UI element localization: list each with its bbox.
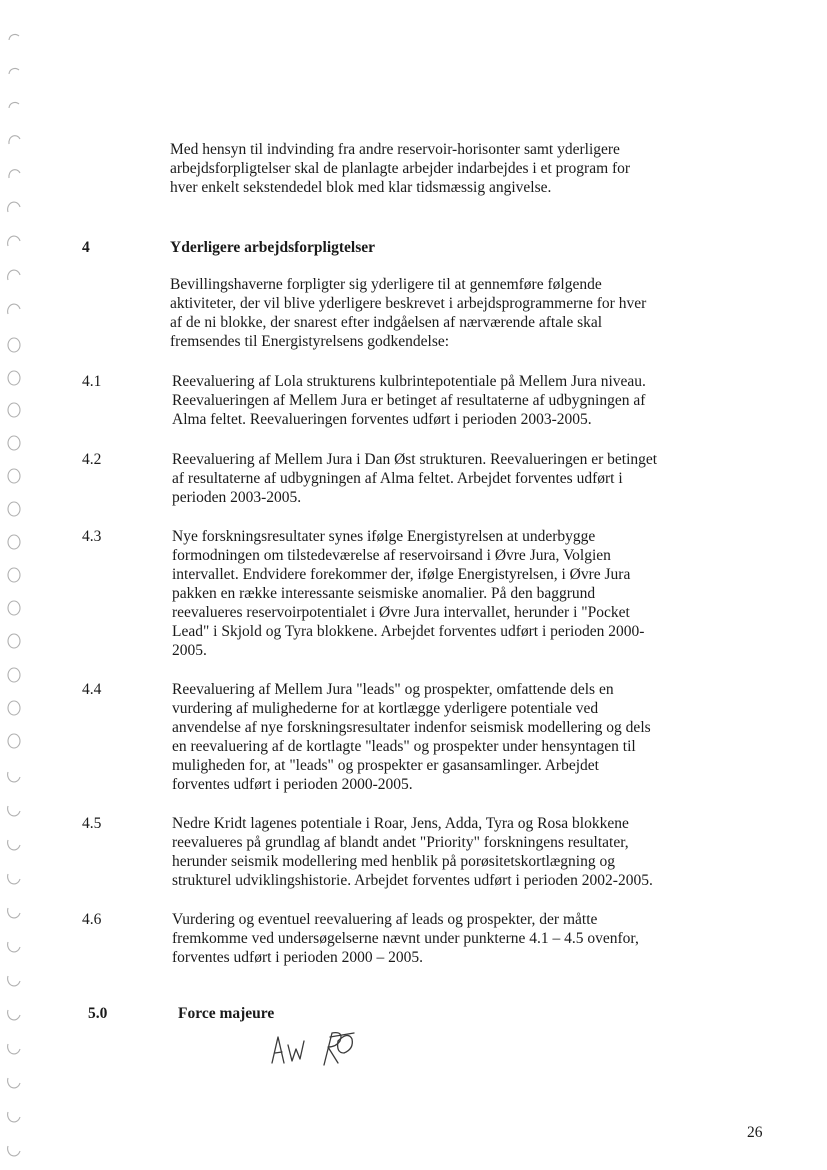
section-5-title: Force majeure [178,1005,275,1022]
item-line: Nye forskningsresultater synes ifølge Energistyrelsen at underbygge [172,528,596,545]
item-line: pakken en række interessante seismiske anomalier. På den baggrund [172,585,596,602]
item-4-2-number: 4.2 [82,451,102,468]
section-4-line: aktiviteter, der vil blive yderligere beskrevet i arbejdsprogrammerne for hver [170,295,647,312]
item-line: anvendelse af nye forskningsresultater indenfor seismisk modellering og dels [172,719,651,736]
item-4-1-paragraph [172,372,717,429]
item-line: reevalueres på grundlag af blandt andet "Priority" forskningens resultater, [172,834,629,851]
item-4-6-paragraph [172,910,717,967]
item-4-1-number: 4.1 [82,373,102,390]
intro-line: hver enkelt sekstendedel blok med klar tidsmæssig angivelse. [170,179,552,196]
item-4-4-paragraph [172,680,717,794]
item-4-5-paragraph [172,814,717,890]
initials-signature [268,1025,368,1070]
item-4-3-number: 4.3 [82,528,102,545]
section-4-line: Bevillingshaverne forpligter sig yderligere til at gennemføre følgende [170,276,602,293]
item-line: strukturel udviklingshistorie. Arbejdet forventes udført i perioden 2002-2005. [172,872,653,889]
item-line: forventes udført i perioden 2000-2005. [172,776,413,793]
page-number: 26 [747,1124,763,1141]
item-4-2-paragraph [172,450,717,507]
intro-paragraph [170,140,700,197]
item-line: fremkomme ved undersøgelserne nævnt under punkterne 4.1 – 4.5 ovenfor, [172,930,639,947]
intro-line: arbejdsforpligtelser skal de planlagte arbejder indarbejdes i et program for [170,160,631,177]
item-line: forventes udført i perioden 2000 – 2005. [172,949,423,966]
item-line: Reevaluering af Mellem Jura i Dan Øst strukturen. Reevalueringen er betinget [172,451,658,468]
section-4-title: Yderligere arbejdsforpligtelser [170,239,376,256]
item-4-3-paragraph [172,527,717,660]
item-line: herunder seismik modellering med henblik på porøsitetskortlægning og [172,853,615,870]
binder-holes-graphic [0,0,30,1170]
section-5-number: 5.0 [88,1005,108,1022]
item-line: 2005. [172,642,207,659]
item-line: perioden 2003-2005. [172,489,302,506]
item-line: vurdering af mulighederne for at kortlægge yderligere potentiale ved [172,700,599,717]
item-line: en reevaluering af de kortlagte "leads" og prospekter under hensyntagen til [172,738,636,755]
item-4-5-number: 4.5 [82,815,102,832]
item-line: Vurdering og eventuel reevaluering af leads og prospekter, der måtte [172,911,598,928]
item-line: Reevalueringen af Mellem Jura er betinget af resultaterne af udbygningen af [172,392,646,409]
binder-holes [0,0,30,1170]
handwritten-initials [268,1025,368,1075]
item-line: Alma feltet. Reevalueringen forventes udført i perioden 2003-2005. [172,411,592,428]
item-line: muligheden for, at "leads" og prospekter er gasansamlinger. Arbejdet [172,757,599,774]
item-line: Reevaluering af Mellem Jura "leads" og prospekter, omfattende dels en [172,681,614,698]
item-4-6-number: 4.6 [82,911,102,928]
item-line: reevalueres reservoirpotentialet i Øvre Jura intervallet, herunder i "Pocket [172,604,630,621]
item-line: formodningen om tilstedeværelse af reservoirsand i Øvre Jura, Volgien [172,547,611,564]
section-4-line: af de ni blokke, der snarest efter indgåelsen af nærværende aftale skal [170,314,603,331]
item-4-4-number: 4.4 [82,681,102,698]
item-line: Reevaluering af Lola strukturens kulbrintepotentiale på Mellem Jura niveau. [172,373,646,390]
item-line: af resultaterne af udbygningen af Alma feltet. Arbejdet forventes udført i [172,470,623,487]
item-line: intervallet. Endvidere forekommer der, ifølge Energistyrelsen, i Øvre Jura [172,566,631,583]
item-line: Lead" i Skjold og Tyra blokkene. Arbejdet forventes udført i perioden 2000- [172,623,645,640]
item-line: Nedre Kridt lagenes potentiale i Roar, Jens, Adda, Tyra og Rosa blokkene [172,815,629,832]
section-4-number: 4 [82,239,90,256]
intro-line: Med hensyn til indvinding fra andre reservoir-horisonter samt yderligere [170,141,620,158]
section-4-paragraph [170,275,710,351]
section-4-line: fremsendes til Energistyrelsens godkendelse: [170,333,450,350]
